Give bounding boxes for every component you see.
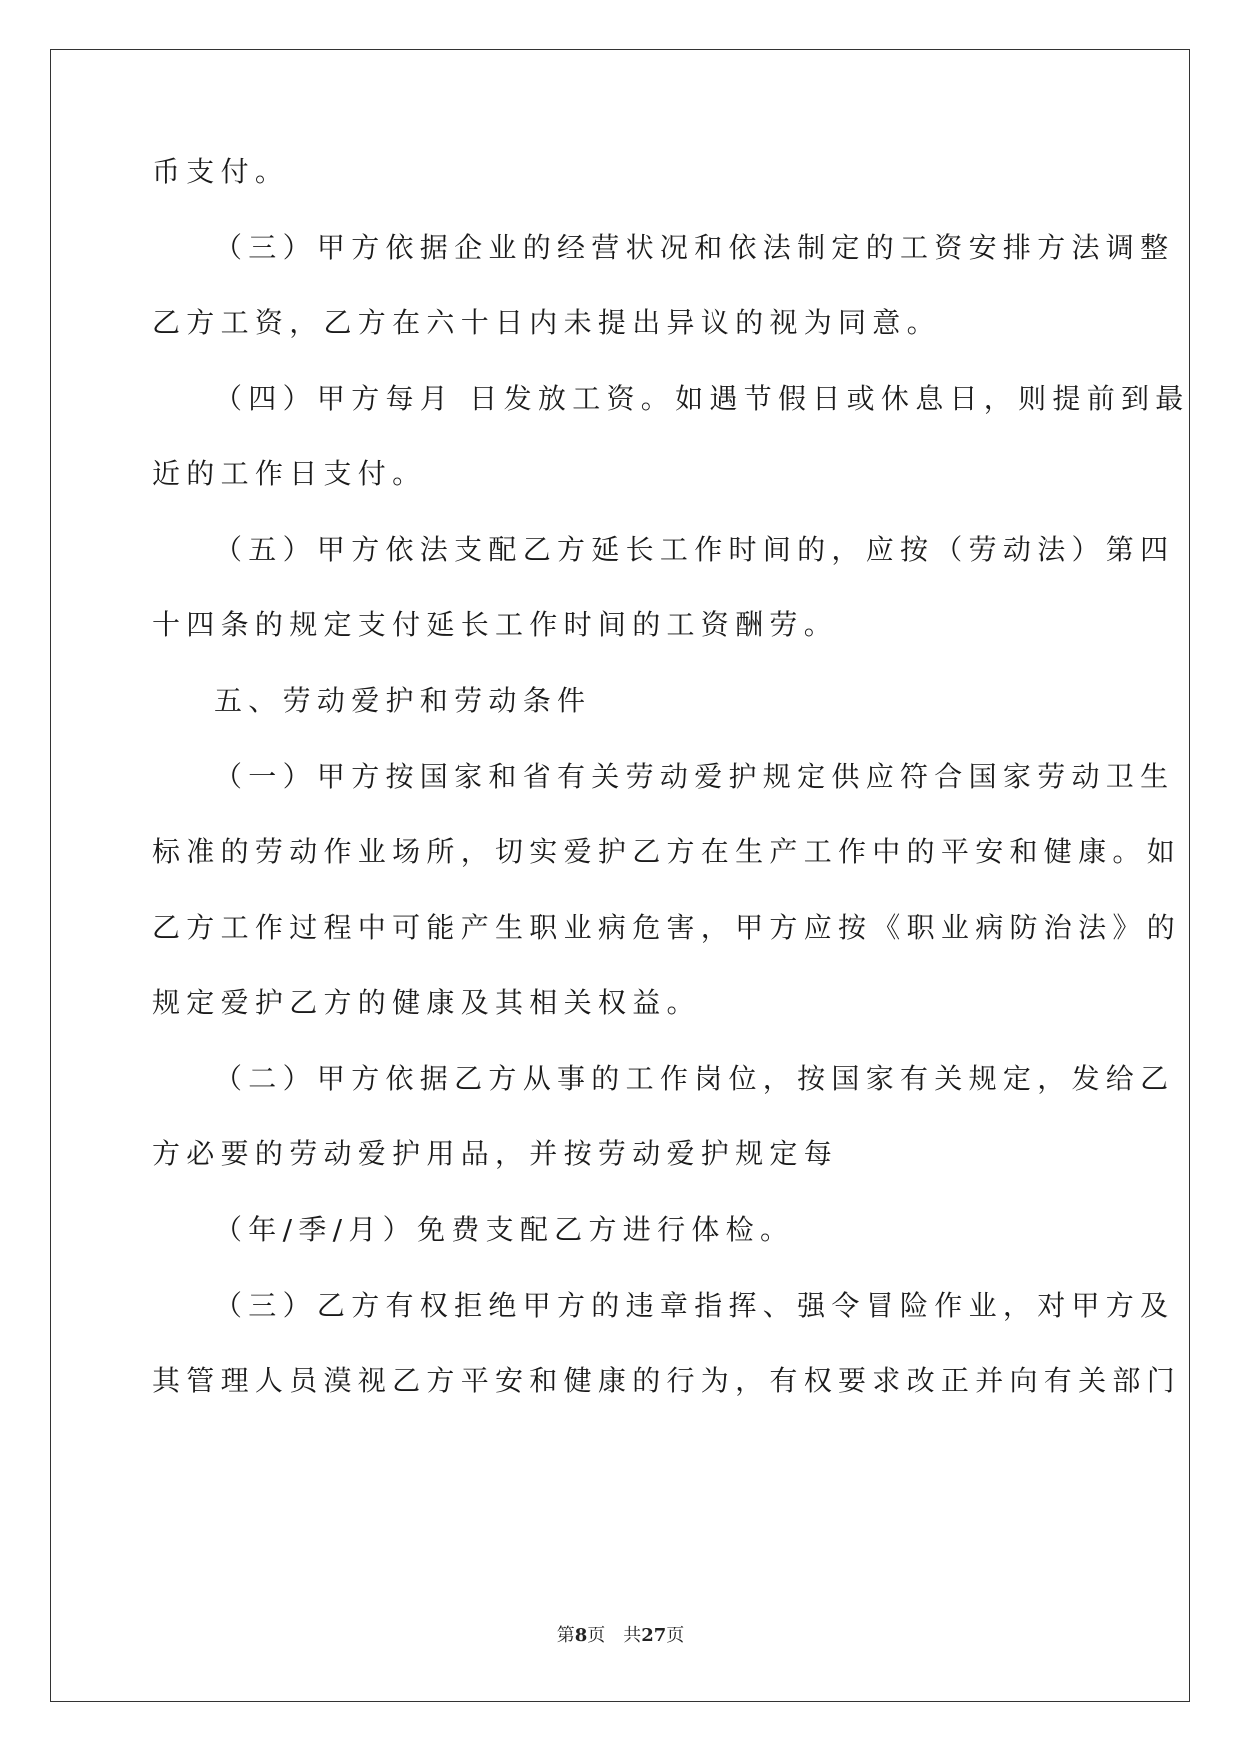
text-line: （三）乙方有权拒绝甲方的违章指挥、强令冒险作业，对甲方及 [214,1289,1175,1322]
text-line: （五）甲方依法支配乙方延长工作时间的，应按（劳动法）第四 [214,533,1175,566]
text-line: 近的工作日支付。 [152,457,427,490]
text-line: （二）甲方依据乙方从事的工作岗位，按国家有关规定，发给乙 [214,1062,1175,1095]
page-suffix: 页 [587,1625,606,1646]
text-line: 规定爱护乙方的健康及其相关权益。 [152,986,701,1019]
text-line: （年/季/月）免费支配乙方进行体检。 [214,1213,795,1246]
text-line: 标准的劳动作业场所，切实爱护乙方在生产工作中的平安和健康。如 [152,835,1182,868]
text-line: （三）甲方依据企业的经营状况和依法制定的工资安排方法调整 [214,231,1175,264]
text-line: 十四条的规定支付延长工作时间的工资酬劳。 [152,608,839,641]
text-line: 乙方工作过程中可能产生职业病危害，甲方应按《职业病防治法》的 [152,911,1182,944]
total-prefix: 共 [623,1625,642,1646]
text-line: 其管理人员漠视乙方平安和健康的行为，有权要求改正并向有关部门 [152,1364,1182,1397]
page-border [50,49,1190,1702]
text-line: 乙方工资，乙方在六十日内未提出异议的视为同意。 [152,306,941,339]
text-line: 方必要的劳动爱护用品，并按劳动爱护规定每 [152,1137,839,1170]
total-pages: 27 [641,1625,667,1646]
total-suffix: 页 [666,1625,685,1646]
page-prefix: 第 [556,1625,575,1646]
page-number: 8 [574,1625,588,1646]
text-line: （一）甲方按国家和省有关劳动爱护规定供应符合国家劳动卫生 [214,760,1175,793]
text-line: 币支付。 [152,155,290,188]
page-footer [0,1624,1241,1648]
section-heading: 五、劳动爱护和劳动条件 [214,684,592,717]
text-line: （四）甲方每月 日发放工资。如遇节假日或休息日，则提前到最 [214,382,1190,415]
